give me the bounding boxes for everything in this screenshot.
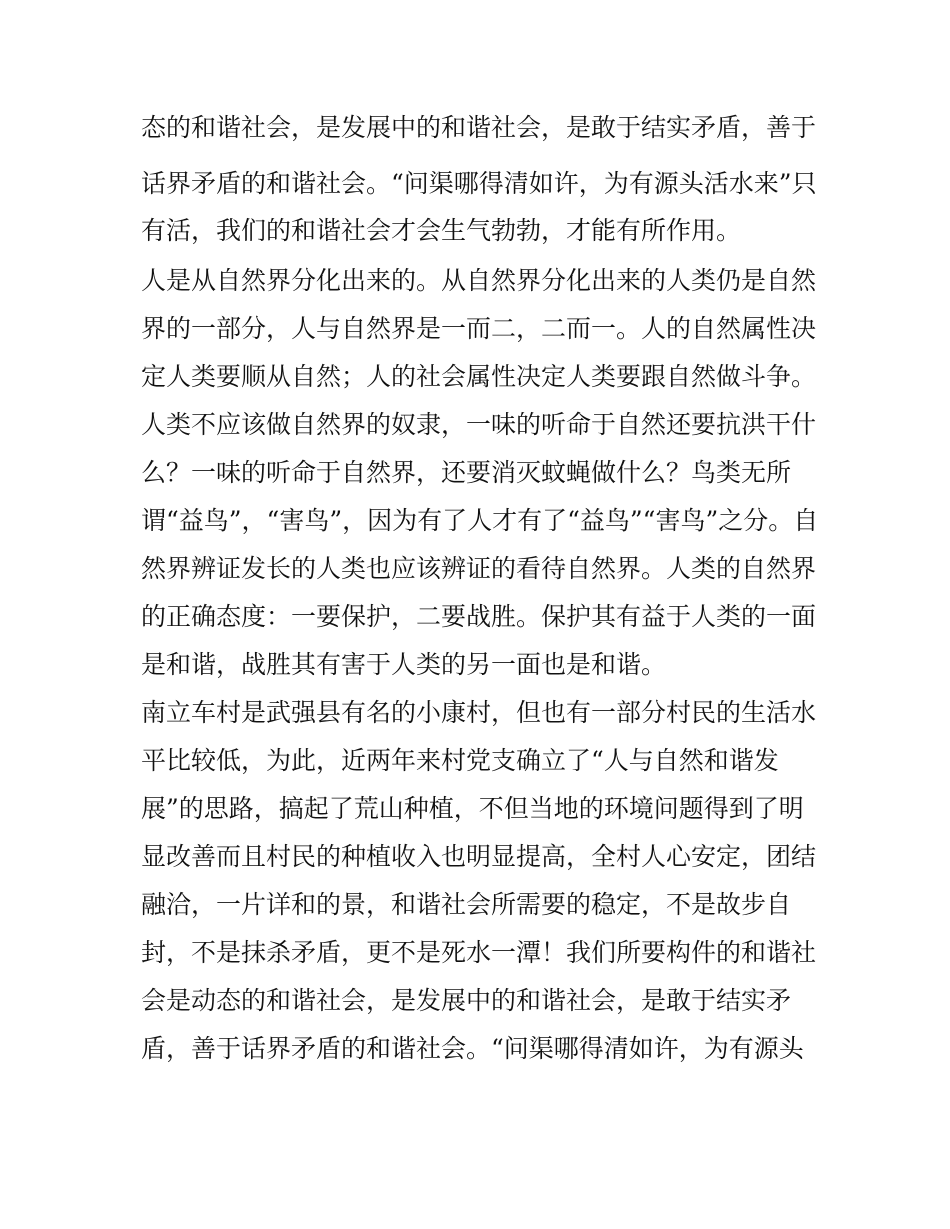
text-line: 人类不应该做自然界的奴隶，一味的听命于自然还要抗洪干什 [141, 410, 817, 439]
text-line: 封，不是抹杀矛盾，更不是死水一潭！我们所要构件的和谐社 [141, 938, 817, 967]
text-line: 人是从自然界分化出来的。从自然界分化出来的人类仍是自然 [141, 266, 817, 295]
text-line: 态的和谐社会，是发展中的和谐社会，是敢于结实矛盾，善于 [141, 113, 817, 142]
text-line: 界的一部分，人与自然界是一而二，二而一。人的自然属性决 [141, 314, 817, 343]
text-line: 是和谐，战胜其有害于人类的另一面也是和谐。 [141, 650, 667, 679]
text-line: 会是动态的和谐社会，是发展中的和谐社会，是敢于结实矛 [141, 986, 792, 1015]
text-line: 然界辨证发长的人类也应该辨证的看待自然界。人类的自然界 [141, 554, 817, 583]
text-line: 定人类要顺从自然；人的社会属性决定人类要跟自然做斗争。 [141, 362, 817, 391]
text-line: 展”的思路，搞起了荒山种植，不但当地的环境问题得到了明 [141, 794, 804, 823]
text-line: 谓“益鸟”，“害鸟”，因为有了人才有了“益鸟”“害鸟”之分。自 [141, 506, 819, 535]
text-line: 平比较低，为此，近两年来村党支确立了“人与自然和谐发 [141, 746, 779, 775]
text-line: 显改善而且村民的种植收入也明显提高，全村人心安定，团结 [141, 842, 817, 871]
text-line: 南立车村是武强县有名的小康村，但也有一部分村民的生活水 [141, 698, 817, 727]
text-line: 的正确态度：一要保护，二要战胜。保护其有益于人类的一面 [141, 602, 817, 631]
text-line: 话界矛盾的和谐社会。“问渠哪得清如许，为有源头活水来”只 [141, 169, 817, 198]
text-line: 有活，我们的和谐社会才会生气勃勃，才能有所作用。 [141, 216, 742, 245]
text-line: 融洽，一片详和的景，和谐社会所需要的稳定，不是故步自 [141, 890, 792, 919]
text-line: 么？一味的听命于自然界，还要消灭蚊蝇做什么？鸟类无所 [141, 458, 792, 487]
text-line: 盾，善于话界矛盾的和谐社会。“问渠哪得清如许，为有源头 [141, 1034, 804, 1063]
